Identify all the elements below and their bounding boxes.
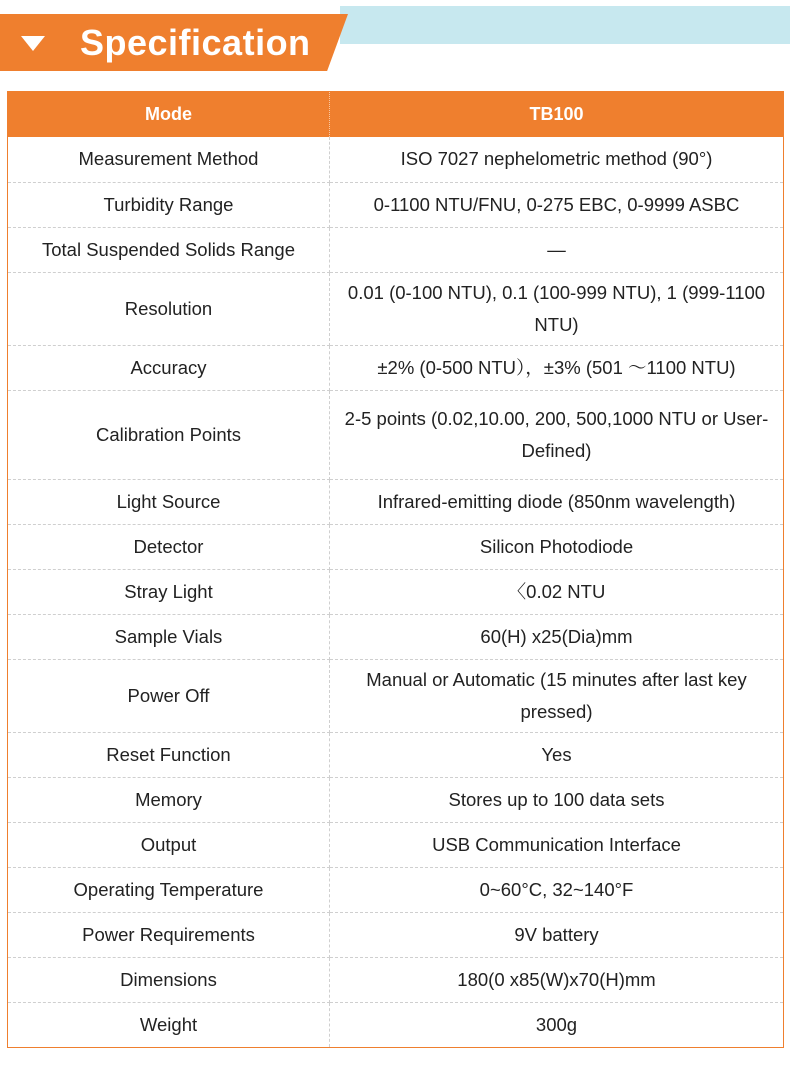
spec-label: Dimensions — [8, 957, 330, 1002]
spec-value: 2-5 points (0.02,10.00, 200, 500,1000 NTU or User-Defined) — [330, 390, 784, 479]
table-row — [8, 614, 784, 659]
spec-label: Turbidity Range — [8, 182, 330, 227]
table-row — [8, 659, 784, 732]
table-row — [8, 390, 784, 479]
spec-value: 300g — [535, 1013, 578, 1035]
spec-table-body — [8, 137, 784, 1047]
spec-label: Power Requirements — [8, 912, 330, 957]
table-row — [8, 479, 784, 524]
spec-value: ISO 7027 nephelometric method (90°) — [330, 137, 784, 182]
spec-label: Measurement Method — [8, 137, 330, 182]
table-row — [8, 569, 784, 614]
spec-table — [7, 91, 784, 1048]
spec-value: 0-1100 NTU/FNU, 0-275 EBC, 0-9999 ASBC — [330, 182, 784, 227]
table-row — [8, 227, 784, 272]
table-row — [8, 272, 784, 345]
table-row — [8, 524, 784, 569]
spec-value: 〈0.02 NTU — [330, 569, 784, 614]
table-row — [8, 732, 784, 777]
spec-label: Stray Light — [8, 569, 330, 614]
triangle-down-icon — [21, 36, 45, 51]
spec-label: Resolution — [8, 272, 330, 345]
table-row — [8, 867, 784, 912]
spec-value: Manual or Automatic (15 minutes after last key pressed) — [330, 659, 784, 732]
table-header-row — [8, 92, 784, 138]
spec-label: Total Suspended Solids Range — [8, 227, 330, 272]
spec-value: — — [330, 227, 784, 272]
table-row — [8, 912, 784, 957]
spec-label: Power Off — [8, 659, 330, 732]
table-row — [8, 957, 784, 1002]
spec-value: 9V battery — [330, 912, 784, 957]
spec-value: 0~60°C, 32~140°F — [330, 867, 784, 912]
spec-label: Detector — [8, 524, 330, 569]
specification-banner — [0, 0, 790, 80]
spec-value: 180(0 x85(W)x70(H)mm — [330, 957, 784, 1002]
spec-value: 60(H) x25(Dia)mm — [330, 614, 784, 659]
spec-value: USB Communication Interface — [330, 822, 784, 867]
header-model: TB100 — [330, 92, 784, 138]
table-row — [8, 1002, 784, 1047]
banner-title: Specification — [80, 22, 311, 63]
table-row — [8, 182, 784, 227]
spec-label: Light Source — [8, 479, 330, 524]
spec-label: Memory — [8, 777, 330, 822]
spec-value: ±2% (0-500 NTU），±3% (501 ～1100 NTU) — [330, 345, 784, 390]
spec-value: Yes — [330, 732, 784, 777]
banner-blue-stripe — [340, 6, 790, 44]
header-mode: Mode — [8, 92, 330, 138]
spec-value: Silicon Photodiode — [330, 524, 784, 569]
table-row — [8, 345, 784, 390]
spec-label: Output — [8, 822, 330, 867]
spec-label: Reset Function — [8, 732, 330, 777]
table-row — [8, 777, 784, 822]
table-row — [8, 822, 784, 867]
table-row — [8, 137, 784, 182]
spec-value: Stores up to 100 data sets — [330, 777, 784, 822]
spec-label: Calibration Points — [8, 390, 330, 479]
spec-label: Accuracy — [8, 345, 330, 390]
spec-value: Infrared-emitting diode (850nm wavelength) — [330, 479, 784, 524]
spec-label: Weight — [8, 1002, 330, 1047]
spec-label: Sample Vials — [8, 614, 330, 659]
spec-value: 0.01 (0-100 NTU), 0.1 (100-999 NTU), 1 (999-1100 NTU) — [330, 272, 784, 345]
spec-label: Operating Temperature — [8, 867, 330, 912]
